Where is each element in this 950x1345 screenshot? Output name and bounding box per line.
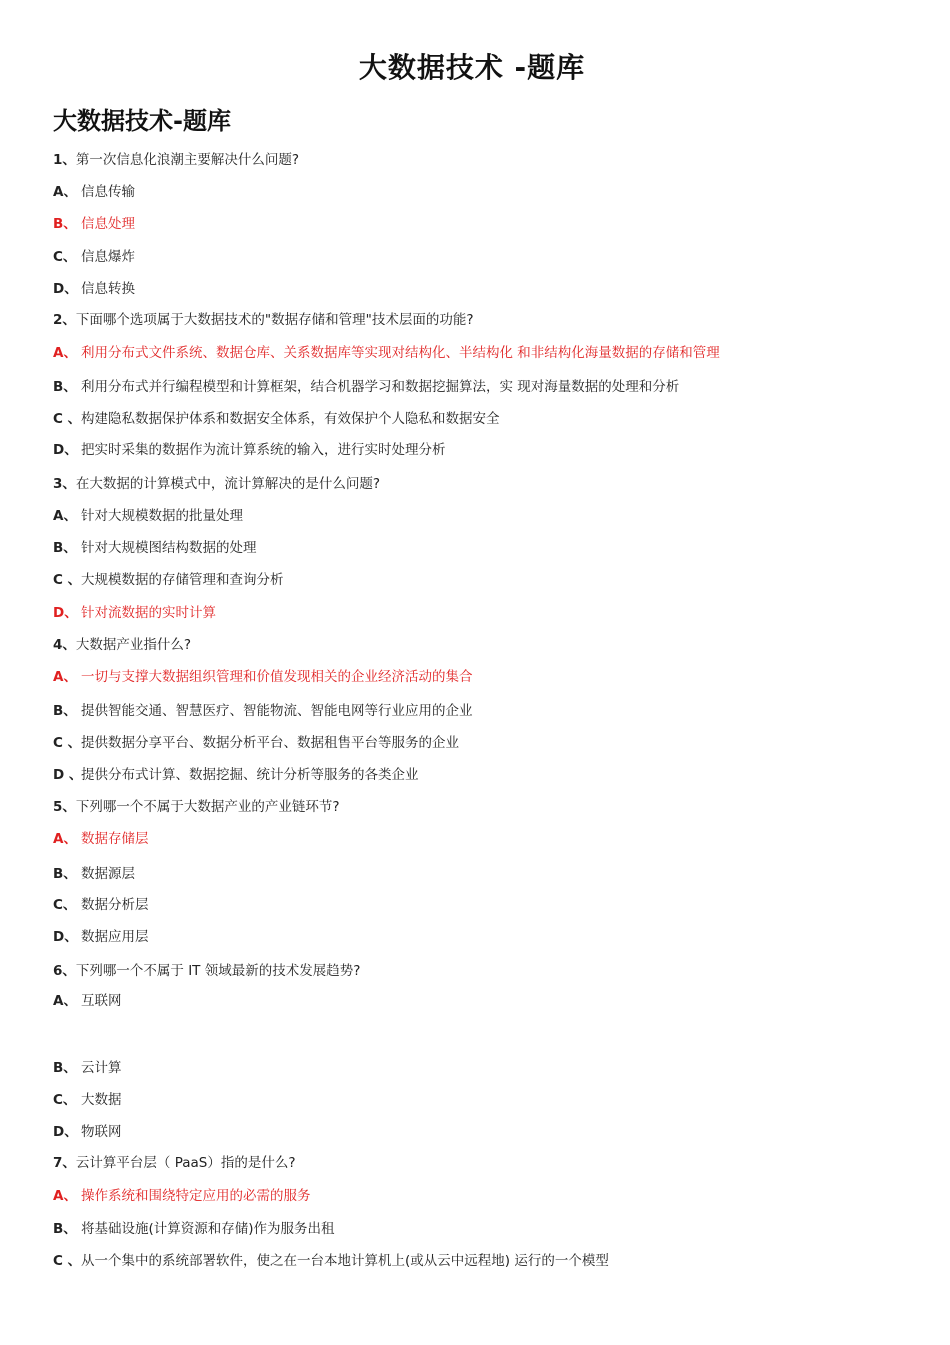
option-4a-correct: A、 一切与支撑大数据组织管理和价值发现相关的企业经济活动的集合 — [53, 669, 473, 685]
option-6a: A、 互联网 — [53, 993, 122, 1009]
option-3d-correct: D、 针对流数据的实时计算 — [53, 605, 216, 621]
option-7b: B、 将基础设施(计算资源和存储)作为服务出租 — [53, 1221, 335, 1237]
option-2a-correct: A、 利用分布式文件系统、数据仓库、关系数据库等实现对结构化、半结构化 和非结构化海量数据的存储和管理 — [53, 345, 720, 361]
option-2b: B、 利用分布式并行编程模型和计算框架，结合机器学习和数据挖掘算法，实 现对海量数据的处理和分析 — [53, 379, 680, 395]
option-1a: A、 信息传输 — [53, 184, 135, 200]
question-6: 6、下列哪一个不属于 IT 领域最新的技术发展趋势? — [53, 963, 361, 979]
question-4: 4、大数据产业指什么? — [53, 637, 192, 653]
option-7a-correct: A、 操作系统和围绕特定应用的必需的服务 — [53, 1188, 311, 1204]
document-title: 大数据技术 -题库 — [358, 51, 586, 84]
option-3a: A、 针对大规模数据的批量处理 — [53, 508, 243, 524]
option-5c: C、 数据分析层 — [53, 897, 149, 913]
option-1b-correct: B、 信息处理 — [53, 216, 135, 232]
question-number: 1、 — [53, 152, 76, 168]
question-2: 2、下面哪个选项属于大数据技术的"数据存储和管理"技术层面的功能? — [53, 312, 474, 328]
option-1d: D、 信息转换 — [53, 281, 135, 297]
option-6d: D、 物联网 — [53, 1124, 122, 1140]
option-5d: D、 数据应用层 — [53, 929, 149, 945]
option-4d: D 、提供分布式计算、数据挖掘、统计分析等服务的各类企业 — [53, 767, 419, 783]
option-4b: B、 提供智能交通、智慧医疗、智能物流、智能电网等行业应用的企业 — [53, 703, 473, 719]
option-3c: C 、大规模数据的存储管理和查询分析 — [53, 572, 284, 588]
question-3: 3、在大数据的计算模式中，流计算解决的是什么问题? — [53, 476, 381, 492]
option-2c: C 、构建隐私数据保护体系和数据安全体系，有效保护个人隐私和数据安全 — [53, 411, 500, 427]
option-3b: B、 针对大规模图结构数据的处理 — [53, 540, 257, 556]
section-heading: 大数据技术-题库 — [53, 107, 231, 135]
question-7: 7、云计算平台层（ PaaS）指的是什么? — [53, 1155, 296, 1171]
option-2d: D、 把实时采集的数据作为流计算系统的输入，进行实时处理分析 — [53, 442, 446, 458]
option-4c: C 、提供数据分享平台、数据分析平台、数据租售平台等服务的企业 — [53, 735, 459, 751]
option-5a-correct: A、 数据存储层 — [53, 831, 149, 847]
question-text: 第一次信息化浪潮主要解决什么问题? — [75, 152, 300, 168]
question-5: 5、下列哪一个不属于大数据产业的产业链环节? — [53, 799, 340, 815]
option-5b: B、 数据源层 — [53, 866, 135, 882]
option-6b: B、 云计算 — [53, 1060, 122, 1076]
option-1c: C、 信息爆炸 — [53, 249, 135, 265]
question-1 — [53, 151, 299, 169]
option-6c: C、 大数据 — [53, 1092, 122, 1108]
option-7c: C 、从一个集中的系统部署软件，使之在一台本地计算机上(或从云中远程地) 运行的一个模型 — [53, 1253, 609, 1269]
